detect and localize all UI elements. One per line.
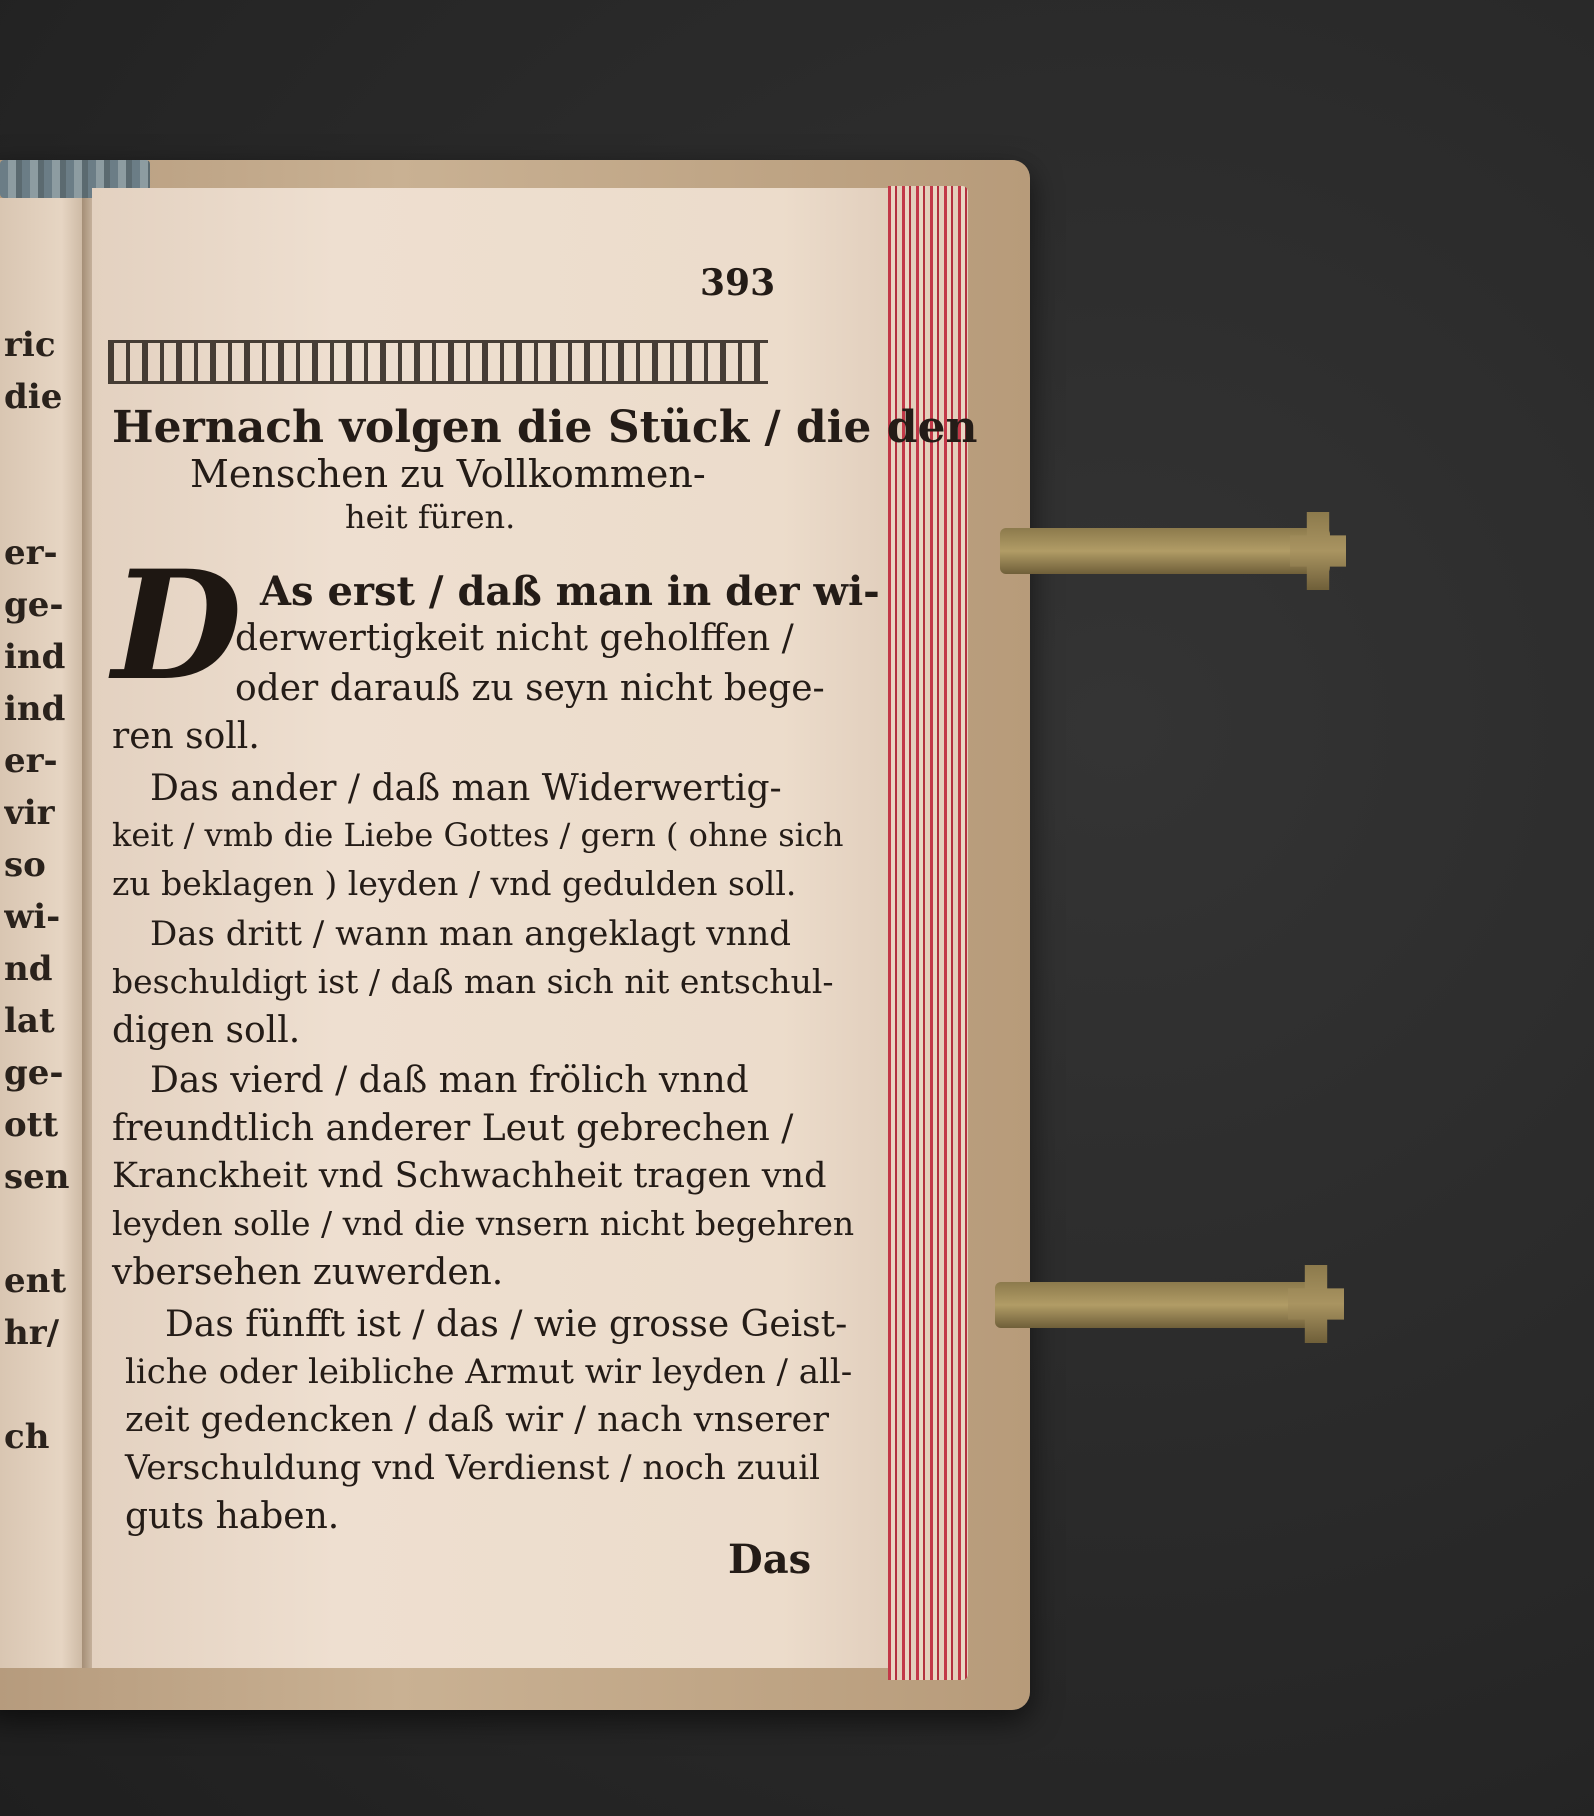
para3-line1: Das dritt / wann man angeklagt vnnd xyxy=(150,914,792,954)
para2-line2: keit / vmb die Liebe Gottes / gern ( ohne sich xyxy=(112,816,844,854)
para5-line3: zeit gedencken / daß wir / nach vnserer xyxy=(125,1400,829,1440)
fragment: vir xyxy=(4,793,55,833)
catchword: Das xyxy=(728,1536,812,1583)
fragment xyxy=(4,424,84,476)
para1-line1: As erst / daß man in der wi- xyxy=(260,568,880,615)
para4-line2: freundtlich anderer Leut gebrechen / xyxy=(112,1108,794,1149)
fragment xyxy=(4,1360,84,1412)
fragment: hr/ xyxy=(4,1313,60,1353)
para4-line3: Kranckheit vnd Schwachheit tragen vnd xyxy=(112,1156,827,1196)
page-number: 393 xyxy=(700,262,776,304)
fragment: lat xyxy=(4,1001,55,1041)
fragment xyxy=(4,476,84,528)
fragment: wi- xyxy=(4,897,61,937)
para1-line2: derwertigkeit nicht geholffen / xyxy=(235,618,794,659)
para4-line4: leyden solle / vnd die vnsern nicht begehren xyxy=(112,1204,855,1243)
fragment: die xyxy=(4,377,63,417)
fragment: so xyxy=(4,845,46,885)
fragment: ind xyxy=(4,689,66,729)
para4-line1: Das vierd / daß man frölich vnnd xyxy=(150,1060,749,1101)
upper-clasp xyxy=(1000,528,1330,574)
fragment: ge- xyxy=(4,1053,64,1093)
para1-line4: ren soll. xyxy=(112,716,260,757)
para3-line3: digen soll. xyxy=(112,1010,301,1051)
fragment: nd xyxy=(4,949,53,989)
para5-line1: Das fünfft ist / das / wie grosse Geist- xyxy=(165,1304,848,1345)
ornamental-border xyxy=(108,340,768,384)
para4-line5: vbersehen zuwerden. xyxy=(112,1252,504,1293)
decorative-dropcap: D xyxy=(112,538,243,714)
fragment: ch xyxy=(4,1417,50,1457)
fragment: sen xyxy=(4,1157,70,1197)
para3-line2: beschuldigt ist / daß man sich nit entschul- xyxy=(112,962,834,1001)
para5-line2: liche oder leibliche Armut wir leyden / all- xyxy=(125,1352,853,1392)
fragment xyxy=(4,1204,84,1256)
para2-line3: zu beklagen ) leyden / vnd gedulden soll. xyxy=(112,864,797,903)
fragment: er- xyxy=(4,741,58,781)
left-page-text-fragments xyxy=(4,320,84,1464)
para5-line4: Verschuldung vnd Verdienst / noch zuuil xyxy=(125,1448,820,1488)
heading-line-1: Hernach volgen die Stück / die den xyxy=(112,402,978,453)
para5-line5: guts haben. xyxy=(125,1496,340,1537)
para2-line1: Das ander / daß man Widerwertig- xyxy=(150,768,782,809)
fragment: er- xyxy=(4,533,58,573)
fragment: ric xyxy=(4,325,56,365)
fragment: ent xyxy=(4,1261,67,1301)
fragment: ott xyxy=(4,1105,59,1145)
fragment: ge- xyxy=(4,585,64,625)
heading-line-3: heit füren. xyxy=(345,498,516,536)
heading-line-2: Menschen zu Vollkommen- xyxy=(190,452,706,496)
lower-clasp xyxy=(995,1282,1325,1328)
fragment: ind xyxy=(4,637,66,677)
para1-line3: oder darauß zu seyn nicht bege- xyxy=(235,668,825,709)
